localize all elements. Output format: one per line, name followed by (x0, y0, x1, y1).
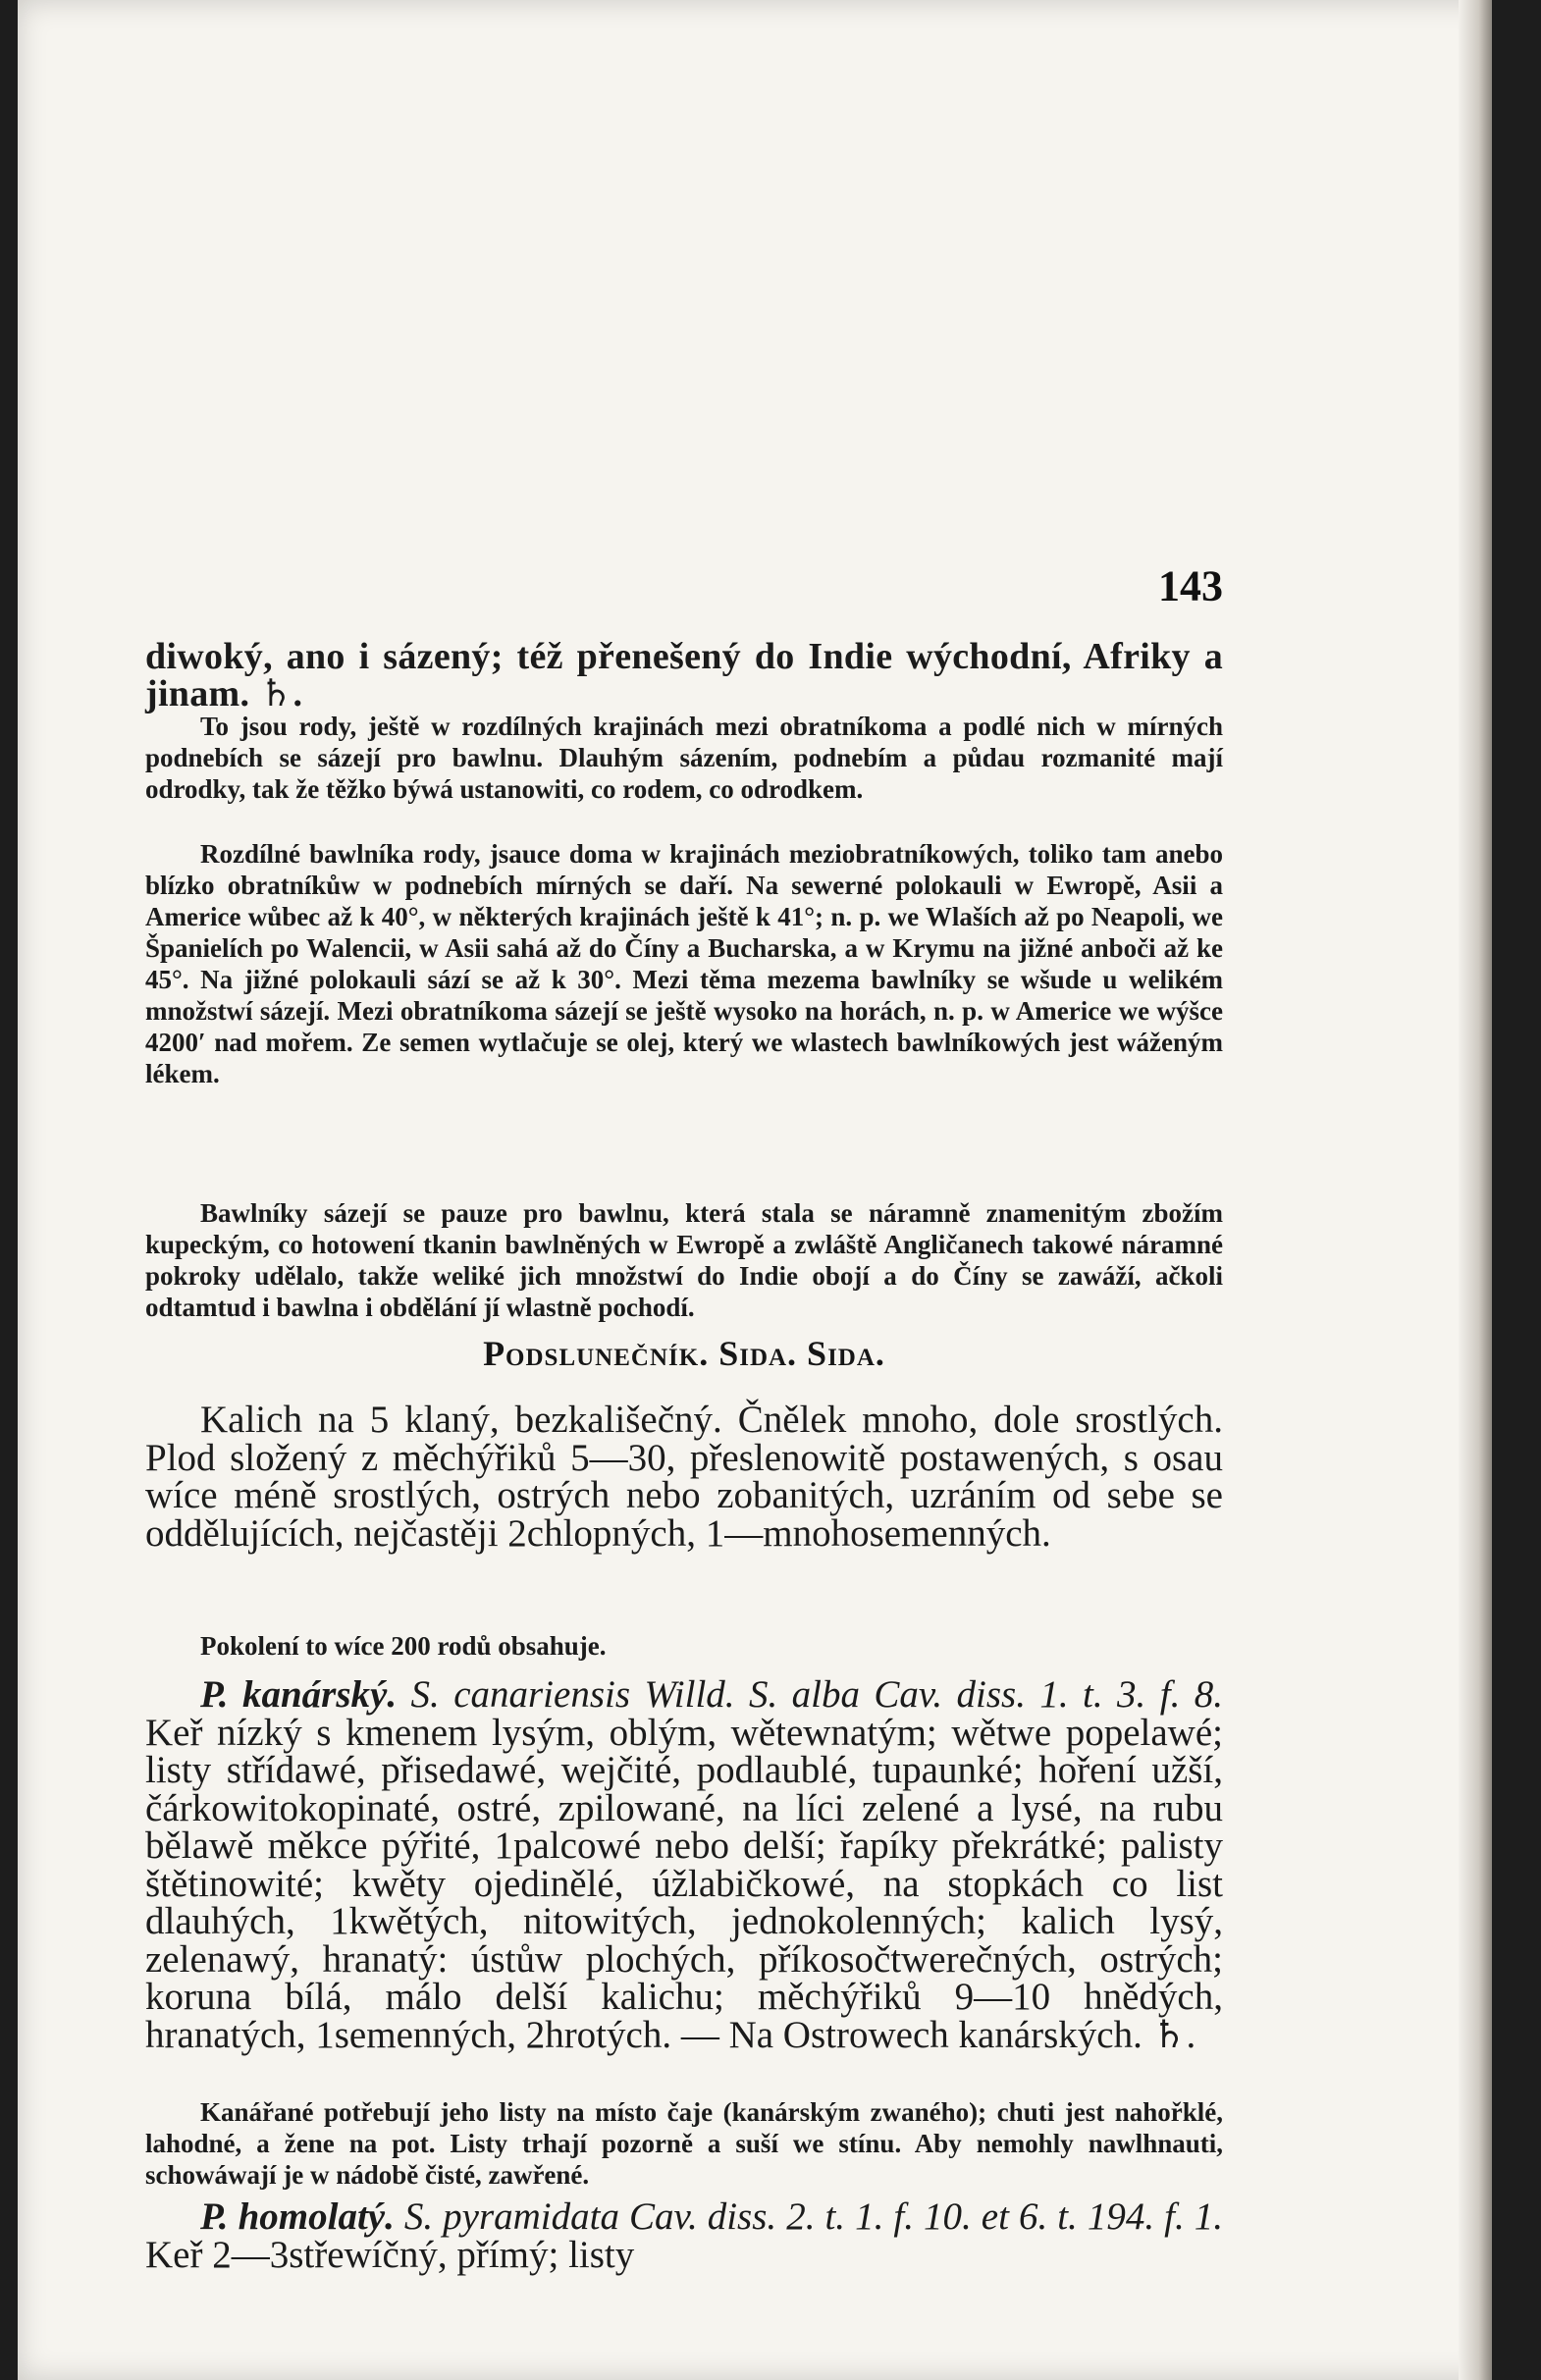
species-note: Kanářané potřebují jeho listy na místo čaje (kanárským zwaného); chuti jest nahořklé, lahodné, a žene na pot. Listy trhají pozorně a suší we stínu. Aby nemohly nawlhnauti, schowáwají je w nádobě čisté, zawřené. (145, 2097, 1223, 2190)
remark-paragraph-block (145, 838, 1223, 1089)
species-entry-block (145, 1673, 1223, 2056)
species-entry (145, 2195, 1223, 2276)
species-description: Keř nízký s kmenem lysým, oblým, wětewnatým; wětwe popelawé; listy střídawé, přisedawé, wejčité, podlaublé, tupaunké; hoření užší, čárkowitokopinaté, ostré, zpilowané, na líci zelené a lysé, na rubu bělawě měkce pýřité, 1palcowé nebo delší; řapíky překrátké; palisty štětinowité; kwěty ojedinělé, úžlabičkowé, na stopkách co list dlauhých, 1kwětých, nitowitých, jednokolenných; kalich lysý, zelenawý, hranatý: ústůw plochých, příkosočtwerečných, ostrých; koruna bílá, málo delší kalichu; měchýřiků 9—10 hnědých, hranatých, 1semenných, 2hrotých. — Na Ostrowech kanárských. ♄. (145, 1711, 1223, 2056)
species-citation: S. pyramidata Cav. diss. 2. t. 1. f. 10. et 6. t. 194. f. 1. (403, 2195, 1223, 2238)
species-name: P. homolatý. (200, 2195, 395, 2238)
remark-paragraph-cotton-trade: Bawlníky sázejí se pauze pro bawlnu, která stala se náramně znamenitým zbožím kupeckým, co hotowení tkanin bawlněných w Ewropě a zwláště Angličanech takowé náramné pokroky udělalo, takže weliké jich množstwí do Indie obojí a do Číny se zawáží, ačkoli odtamtud i bawlna i obdělání jí wlastně pochodí. (145, 1198, 1223, 1322)
book-page (18, 0, 1492, 2380)
genus-note-block (145, 1631, 1223, 1662)
section-heading: Podslunečník. Sida. Sida. (483, 1334, 885, 1373)
species-note-block (145, 2096, 1223, 2191)
continuation-paragraph-block (145, 638, 1223, 713)
section-heading-block (145, 1333, 1223, 1374)
species-citation: S. canariensis Willd. S. alba Cav. diss. 1. t. 3. f. 8. (410, 1673, 1223, 1716)
genus-description-block (145, 1399, 1223, 1555)
species-entry-block (145, 2195, 1223, 2276)
genus-description: Kalich na 5 klaný, bezkališečný. Čnělek mnoho, dole srostlých. Plod složený z měchýřiků 5—30, přeslenowitě postawených, s osau wíce méně srostlých, ostrých nebo zobanitých, uzráním od sebe se oddělujících, nejčastěji 2chlopných, 1—mnohosemenných. (145, 1399, 1223, 1555)
remark-paragraph-distribution: Rozdílné bawlníka rody, jsauce doma w krajinách meziobratníkowých, toliko tam anebo blízko obratníkůw w podnebích mírných se daří. Na sewerné polokauli w Ewropě, Asii a Americe wůbec až k 40°, w některých krajinách ještě k 41°; n. p. we Wlaších až po Neapoli, we Španielích po Walencii, w Asii sahá až do Číny a Bucharska, a w Krymu na jižné anboči až ke 45°. Na jižné polokauli sází se až k 30°. Mezi těma mezema bawlníky se wšude u welikém množstwí sázejí. Mezi obratníkoma sázejí se ještě wysoko na horách, n. p. w Americe we wýšce 4200′ nad mořem. Ze semen wytlačuje se olej, který we wlastech bawlníkowých jest wáženým lékem. (145, 839, 1223, 1088)
species-description: Keř 2—3střewíčný, přímý; listy (145, 2233, 635, 2276)
genus-note: Pokolení to wíce 200 rodů obsahuje. (200, 1631, 607, 1661)
remark-paragraph-block (145, 711, 1223, 805)
remark-paragraph-varieties: To jsou rody, ještě w rozdílných krajinách mezi obratníkoma a podlé nich w mírných podnebích se sázejí pro bawlnu. Dlauhým sázením, podnebím a půdau rozmanité mají odrodky, tak že těžko býwá ustanowiti, co rodem, co odrodkem. (145, 712, 1223, 804)
remark-paragraph-block (145, 1197, 1223, 1323)
species-entry (145, 1673, 1223, 2056)
species-name: P. kanárský. (200, 1673, 398, 1716)
continuation-paragraph: diwoký, ano i sázený; též přenešený do Indie wýchodní, Afriky a jinam. ♄. (145, 636, 1223, 714)
page-spine-shadow (1459, 0, 1492, 2380)
page-number: 143 (1158, 561, 1223, 610)
